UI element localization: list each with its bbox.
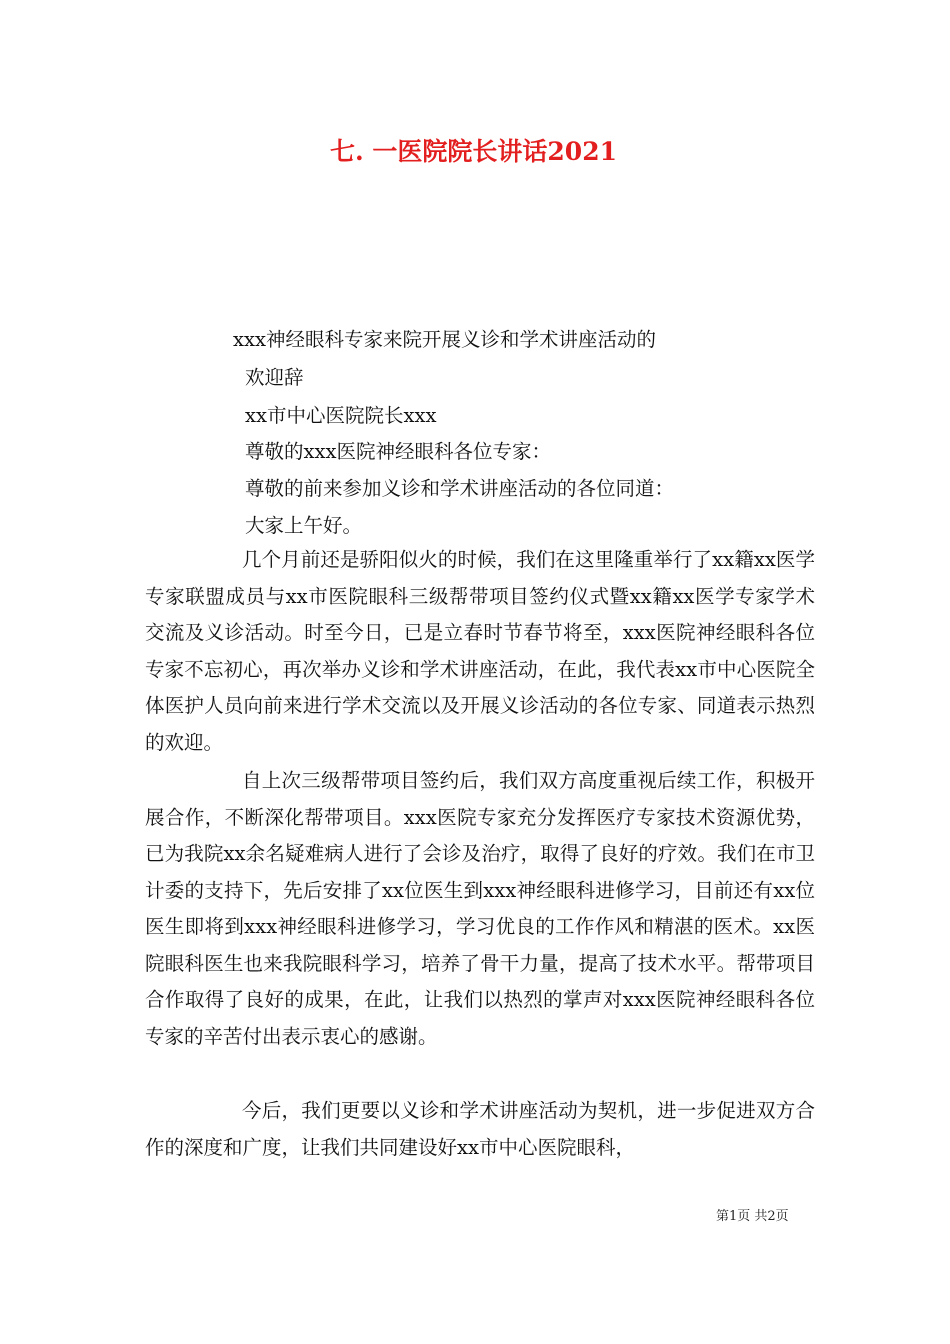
greeting-line: 大家上午好。 [245,514,363,537]
salutation-2: 尊敬的前来参加义诊和学术讲座活动的各位同道： [245,477,675,500]
body-paragraph-1: 几个月前还是骄阳似火的时候，我们在这里隆重举行了xx籍xx医学专家联盟成员与xx市医院眼科三级帮带项目签约仪式暨xx籍xx医学专家学术交流及义诊活动。时至今日，已是立春时节春节将至，xxx医院神经眼科各位专家不忘初心，再次举办义诊和学术讲座活动，在此，我代表xx市中心医院全体医护人员向前来进行学术交流以及开展义诊活动的各位专家、同道表示热烈的欢迎。 [145,548,815,754]
document-title: 七. 一医院院长讲话2021 [330,137,617,166]
heading-line-1: xxx神经眼科专家来院开展义诊和学术讲座活动的 [233,328,656,351]
page-footer: 第1页 共2页 [716,1209,789,1224]
heading-line-2: 欢迎辞 [245,366,304,389]
body-paragraph-3: 今后，我们更要以义诊和学术讲座活动为契机，进一步促进双方合作的深度和广度，让我们共同建设好xx市中心医院眼科， [145,1099,815,1159]
salutation-1: 尊敬的xxx医院神经眼科各位专家： [245,440,551,463]
body-paragraph-2: 自上次三级帮带项目签约后，我们双方高度重视后续工作，积极开展合作，不断深化帮带项目。xxx医院专家充分发挥医疗专家技术资源优势，已为我院xx余名疑难病人进行了会诊及治疗，取得了良好的疗效。我们在市卫计委的支持下，先后安排了xx位医生到xxx神经眼科进修学习，目前还有xx位医生即将到xxx神经眼科进修学习，学习优良的工作作风和精湛的医术。xx医院眼科医生也来我院眼科学习，培养了骨干力量，提高了技术水平。帮带项目合作取得了良好的成果，在此，让我们以热烈的掌声对xxx医院神经眼科各位专家的辛苦付出表示衷心的感谢。 [145,769,815,1048]
speaker-line: xx市中心医院院长xxx [245,404,437,427]
